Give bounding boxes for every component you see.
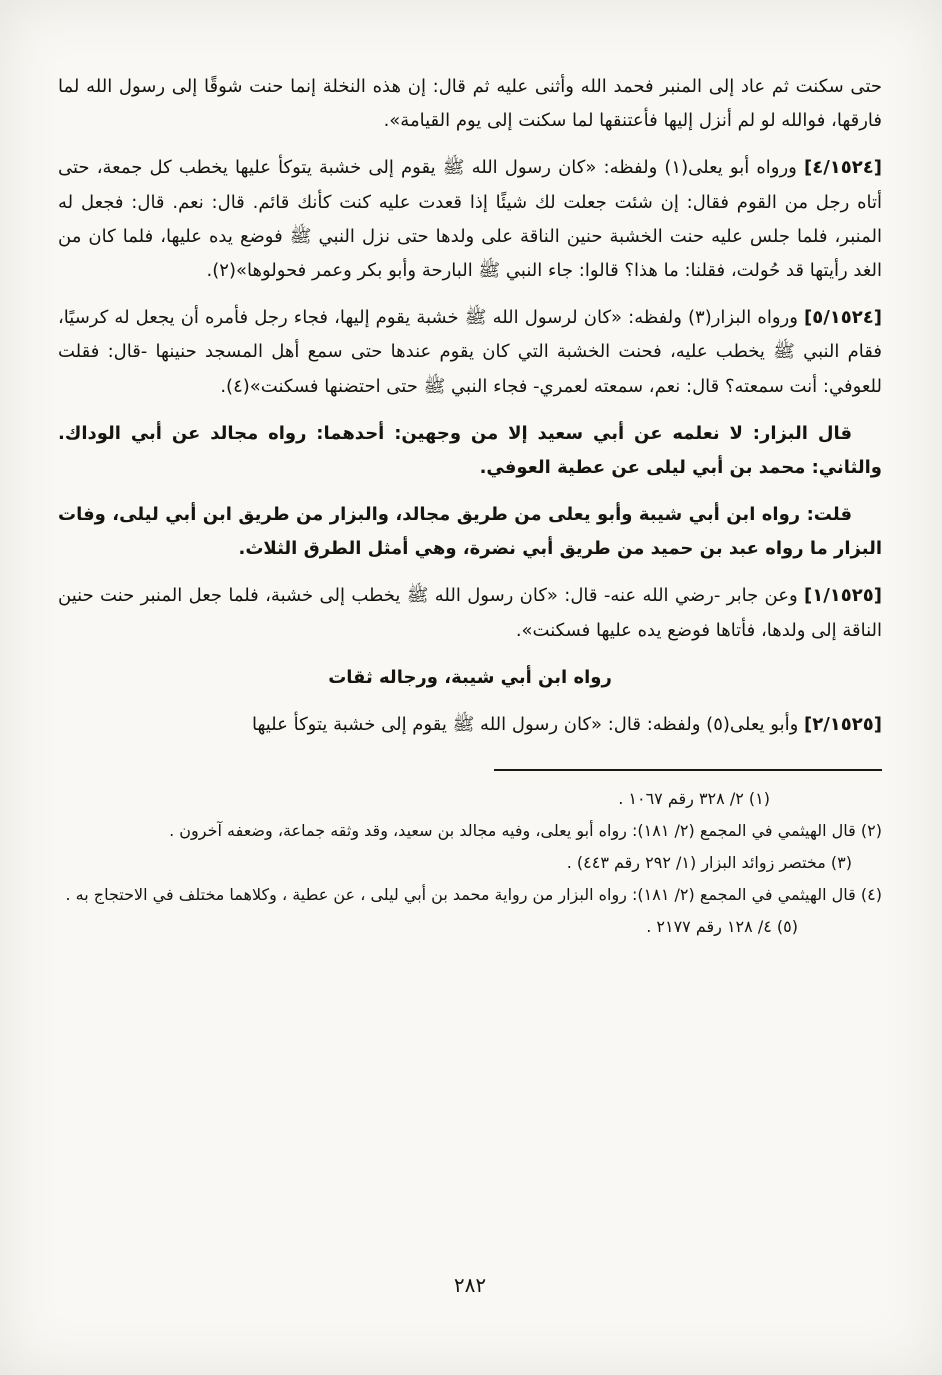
footnote-4	[58, 881, 882, 909]
hadith-number-1525-2: [٢/١٥٢٥]	[804, 714, 882, 735]
paragraph-8	[58, 708, 882, 742]
paragraph-7-grading-line	[58, 661, 882, 695]
footnote-text: قال الهيثمي في المجمع (٢/ ١٨١): رواه البزار من رواية محمد بن أبي ليلى ، عن عطية ، وكلاهما مختلف في الاحتجاج به .	[65, 885, 856, 905]
hadith-number-1525-1: [١/١٥٢٥]	[804, 585, 882, 607]
paragraph-6	[58, 579, 882, 647]
paragraph-text: حتى سكنت ثم عاد إلى المنبر فحمد الله وأثنى عليه ثم قال: إن هذه النخلة إنما حنت شوقًا إلى رسول الله لما فارقها، فوالله لو لم أنزل إليها فأعتنقها لما سكنت إلى يوم القيامة».	[58, 76, 882, 132]
footnote-text: مختصر زوائد البزار (١/ ٢٩٢ رقم ٤٤٣) .	[566, 853, 826, 873]
page-number: ٢٨٢	[453, 1273, 487, 1297]
footnote-number: (٣)	[830, 853, 852, 873]
paragraph-1	[58, 70, 882, 138]
paragraph-2	[58, 151, 882, 288]
footnote-number: (١)	[748, 789, 770, 809]
paragraph-text: قال البزار: لا نعلمه عن أبي سعيد إلا من وجهين: أحدهما: رواه مجالد عن أبي الوداك. والثاني: محمد بن أبي ليلى عن عطية العوفي.	[58, 422, 882, 478]
footnote-number: (٤)	[860, 885, 882, 905]
footnote-2	[58, 817, 882, 845]
footnote-5	[58, 913, 882, 941]
paragraph-4-bazzar-comment	[58, 417, 882, 485]
hadith-number-1524-5: [٥/١٥٢٤]	[804, 307, 882, 329]
footnote-number: (٢)	[860, 821, 882, 841]
footnote-text: قال الهيثمي في المجمع (٢/ ١٨١): رواه أبو يعلى، وفيه مجالد بن سعيد، وقد وثقه جماعة، وضعفه آخرون .	[169, 821, 856, 841]
footnote-separator	[494, 769, 882, 771]
paragraph-text: وعن جابر -رضي الله عنه- قال: «كان رسول الله ﷺ يخطب إلى خشبة، فلما جعل المنبر حنت حنين الناقة إلى ولدها، فأتاها فوضع يده عليها فسكنت».	[58, 585, 882, 641]
paragraph-3	[58, 301, 882, 404]
footnotes-block	[58, 785, 882, 945]
paragraph-text: رواه ابن أبي شيبة، ورجاله ثقات	[328, 666, 612, 688]
footnote-number: (٥)	[776, 917, 798, 937]
hadith-number-1524-4: [٤/١٥٢٤]	[804, 157, 882, 179]
paragraph-5-author-comment	[58, 498, 882, 566]
footnote-3	[58, 849, 882, 877]
footnote-1	[58, 785, 882, 813]
paragraph-text: ورواه أبو يعلى(١) ولفظه: «كان رسول الله ﷺ يقوم إلى خشبة يتوكأ عليها يخطب كل جمعة، حتى أتاه رجل من القوم فقال: إن شئت جعلت لك شيئًا إذا قعدت عليه كنت كأنك قائم. قال: نعم. قال: فجعل له المنبر، فلما جلس عليه حنت الخشبة حنين الناقة على ولدها حتى نزل النبي ﷺ فوضع يده عليها، فلما كان من الغد رأيتها قد حُولت، فقلنا: ما هذا؟ قالوا: جاء النبي ﷺ البارحة وأبو بكر وعمر فحولوها»(٢).	[58, 157, 882, 281]
paragraph-text: وأبو يعلى(٥) ولفظه: قال: «كان رسول الله ﷺ يقوم إلى خشبة يتوكأ عليها	[251, 714, 799, 735]
paragraph-text: قلت: رواه ابن أبي شيبة وأبو يعلى من طريق مجالد، والبزار من طريق ابن أبي ليلى، وفات البزار ما رواه عبد بن حميد من طريق أبي نضرة، وهي أمثل الطرق الثلاث.	[58, 504, 882, 560]
footnote-text: ٢/ ٣٢٨ رقم ١٠٦٧ .	[618, 789, 744, 809]
paragraph-text: ورواه البزار(٣) ولفظه: «كان لرسول الله ﷺ خشبة يقوم إليها، فجاء رجل فأمره أن يجعل له كرسيًا، فقام النبي ﷺ يخطب عليه، فحنت الخشبة التي كان يقوم عندها حتى سمع أهل المسجد حنينها -قال: فقلت للعوفي: أنت سمعته؟ قال: نعم، سمعته لعمري- فجاء النبي ﷺ حتى احتضنها فسكنت»(٤).	[58, 307, 882, 397]
footnote-text: ٤/ ١٢٨ رقم ٢١٧٧ .	[646, 917, 772, 937]
main-text-block	[58, 70, 882, 755]
